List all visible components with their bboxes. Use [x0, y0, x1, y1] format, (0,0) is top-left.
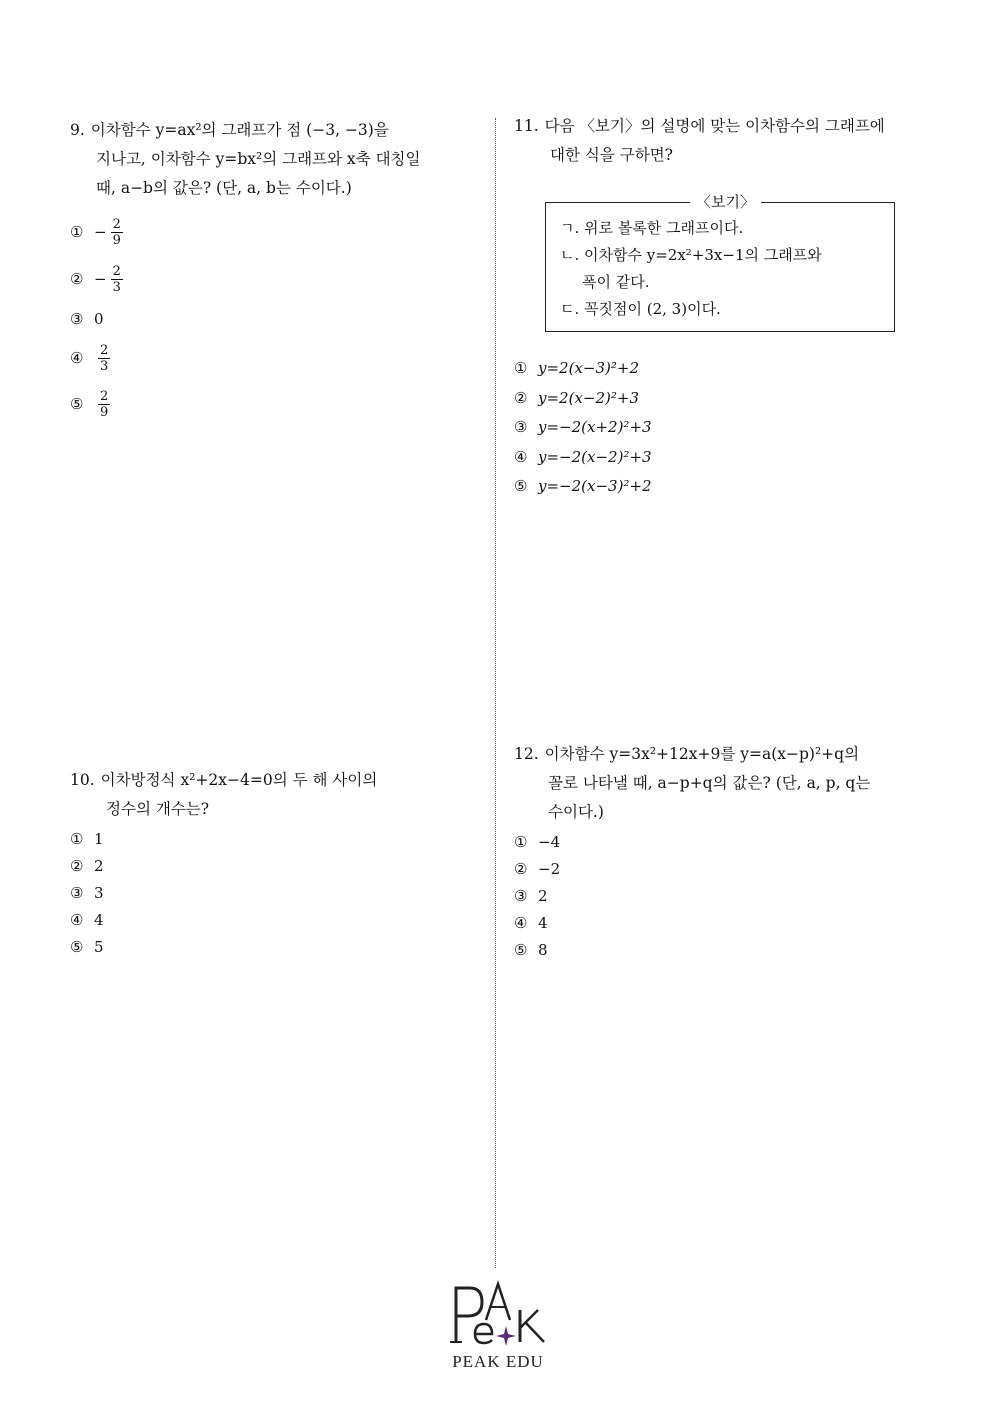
option-text: −4 [538, 833, 561, 851]
q10-option-2[interactable] [70, 853, 480, 880]
q11-line2: 대한 식을 구하면? [550, 146, 673, 164]
q10-option-3[interactable] [70, 880, 480, 907]
question-12 [514, 740, 934, 964]
fraction-denominator: 3 [112, 279, 121, 295]
bogi-item-3: ㄷ. 꼭짓점이 (2, 3)이다. [560, 300, 721, 318]
option-marker: ⑤ [70, 394, 84, 413]
option-marker: ① [514, 359, 528, 378]
fraction-denominator: 9 [112, 232, 121, 248]
q10-option-4[interactable] [70, 907, 480, 934]
q11-line1: 다음 〈보기〉의 설명에 맞는 이차함수의 그래프에 [544, 117, 885, 135]
q11-stem [514, 112, 934, 170]
q9-number: 9. [70, 121, 85, 139]
option-text: 2 [94, 857, 104, 875]
option-fraction [98, 343, 110, 374]
option-marker: ① [514, 833, 528, 851]
question-9 [70, 116, 480, 427]
question-11 [514, 112, 934, 170]
option-text: 1 [94, 830, 104, 848]
option-sign: − [94, 222, 107, 241]
q10-option-5[interactable] [70, 934, 480, 961]
option-marker: ④ [70, 911, 84, 929]
q11-option-2[interactable] [514, 384, 934, 414]
option-marker: ⑤ [70, 938, 84, 956]
q10-line1: 이차방정식 x²+2x−4=0의 두 해 사이의 [100, 771, 378, 789]
q10-number: 10. [70, 771, 95, 789]
q9-stem [70, 116, 480, 203]
bogi-item-1: ㄱ. 위로 볼록한 그래프이다. [560, 219, 744, 237]
option-marker: ① [70, 222, 84, 241]
fraction-numerator: 2 [100, 388, 109, 404]
option-fraction [98, 389, 110, 420]
q12-option-4[interactable] [514, 910, 934, 937]
q12-options [514, 829, 934, 964]
option-text: −2 [538, 860, 561, 878]
q11-option-3[interactable] [514, 413, 934, 443]
option-sign: − [94, 269, 107, 288]
bogi-body [546, 203, 894, 323]
fraction-denominator: 9 [100, 404, 109, 420]
q11-number: 11. [514, 117, 539, 135]
fraction-numerator: 2 [112, 216, 121, 232]
q12-line2: 꼴로 나타낼 때, a−p+q의 값은? (단, a, p, q는 [548, 774, 871, 792]
option-text: 8 [538, 941, 548, 959]
q11-option-1[interactable] [514, 354, 934, 384]
bogi-box [545, 193, 895, 332]
q12-option-1[interactable] [514, 829, 934, 856]
q11-options [514, 354, 934, 502]
q9-option-2[interactable] [70, 255, 480, 303]
option-marker: ③ [514, 418, 528, 437]
option-text: 3 [94, 884, 104, 902]
q10-option-1[interactable] [70, 826, 480, 853]
option-text: 4 [538, 914, 548, 932]
option-marker: ① [70, 830, 84, 848]
column-divider [495, 118, 496, 1268]
option-marker: ④ [70, 348, 84, 367]
option-text: 0 [94, 309, 104, 328]
option-marker: ③ [514, 887, 528, 905]
option-marker: ④ [514, 914, 528, 932]
q9-line2: 지나고, 이차함수 y=bx²의 그래프와 x축 대칭일 [96, 150, 421, 168]
option-fraction [111, 217, 123, 248]
peak-edu-logo [446, 1280, 550, 1372]
option-marker: ② [514, 388, 528, 407]
option-text: y=−2(x−2)²+3 [538, 447, 652, 466]
bogi-item-2: ㄴ. 이차함수 y=2x²+3x−1의 그래프와 [560, 246, 822, 264]
q12-option-3[interactable] [514, 883, 934, 910]
q10-stem [70, 766, 480, 824]
option-text: 2 [538, 887, 548, 905]
option-marker: ③ [70, 309, 84, 328]
q12-line1: 이차함수 y=3x²+12x+9를 y=a(x−p)²+q의 [544, 745, 860, 763]
q12-option-2[interactable] [514, 856, 934, 883]
option-text: y=2(x−3)²+2 [538, 359, 639, 378]
option-fraction [111, 264, 123, 295]
option-text: 4 [94, 911, 104, 929]
option-text: y=−2(x−3)²+2 [538, 477, 652, 496]
option-text: y=2(x−2)²+3 [538, 388, 639, 407]
q12-stem [514, 740, 934, 827]
fraction-denominator: 3 [100, 358, 109, 374]
option-marker: ② [514, 860, 528, 878]
option-marker: ③ [70, 884, 84, 902]
option-marker: ② [70, 857, 84, 875]
q9-options [70, 209, 480, 427]
option-marker: ④ [514, 447, 528, 466]
q9-option-5[interactable] [70, 381, 480, 427]
option-text: 5 [94, 938, 104, 956]
q10-options [70, 826, 480, 961]
fraction-numerator: 2 [112, 263, 121, 279]
q9-option-1[interactable] [70, 209, 480, 255]
question-10 [70, 766, 480, 961]
q9-line1: 이차함수 y=ax²의 그래프가 점 (−3, −3)을 [90, 121, 389, 139]
q9-option-4[interactable] [70, 335, 480, 381]
q11-option-4[interactable] [514, 443, 934, 473]
q12-line3: 수이다.) [548, 803, 604, 821]
option-text: y=−2(x+2)²+3 [538, 418, 652, 437]
q12-option-5[interactable] [514, 937, 934, 964]
q12-number: 12. [514, 745, 539, 763]
bogi-title: 〈보기〉 [690, 189, 761, 216]
peak-logo-mark [446, 1280, 550, 1350]
q9-line3: 때, a−b의 값은? (단, a, b는 수이다.) [96, 179, 352, 197]
option-marker: ② [70, 269, 84, 288]
fraction-numerator: 2 [100, 342, 109, 358]
q10-line2: 정수의 개수는? [106, 800, 210, 818]
logo-caption: PEAK EDU [452, 1352, 544, 1371]
q9-option-3[interactable] [70, 303, 480, 335]
bogi-item-2-cont: 폭이 같다. [582, 273, 650, 291]
option-marker: ⑤ [514, 941, 528, 959]
option-marker: ⑤ [514, 477, 528, 496]
q11-option-5[interactable] [514, 472, 934, 502]
